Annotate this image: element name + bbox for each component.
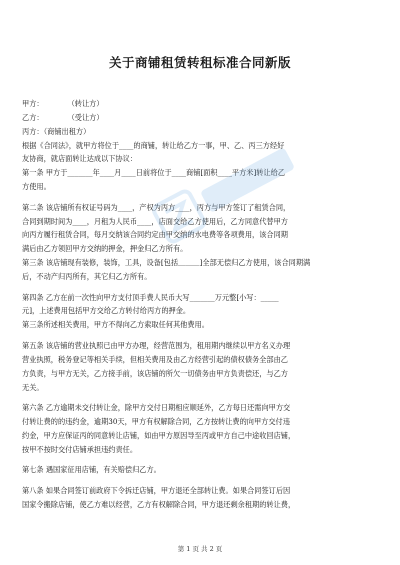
body-line: 第一条 甲方于_______年____月____日前将位于____商铺[面积____平方米]转让给乙 [22, 168, 286, 177]
body-line: 第三条 该店铺现有装修，装饰，工具，设备[包括＿＿＿]全部无偿归乙方使用，该合同期满 [22, 258, 311, 267]
body-line: 营业执照，税务登记等相关手续，但相关费用及由乙方经营引起的债权债务全部由乙 [22, 355, 288, 364]
body-line: 无关。 [22, 383, 44, 392]
body-line: 友协商，就店面转让达成以下协议： [22, 154, 138, 163]
body-line: 元]，上述费用包括甲方交给乙方转付给丙方的押金。 [22, 306, 191, 315]
body-line: 满后由乙方领回甲方交纳的押金，押金归乙方所有。 [22, 244, 188, 253]
body-line: 第六条 乙方逾期未交付转让金，除甲方交付日期相应顺延外，乙方每日还需向甲方交 [22, 403, 291, 412]
body-line: 第七条 遇国家征用店铺，有关赔偿归乙方。 [22, 465, 161, 474]
party-a-role: （转让方） [67, 99, 104, 108]
party-c-line: 丙方：（商铺出租方） [22, 127, 91, 136]
party-b-role: （受让方） [67, 113, 104, 122]
party-a-line [22, 99, 378, 108]
body-line: 方使用。 [22, 182, 51, 191]
body-line: 按甲不按时交付店铺承担违约责任。 [22, 445, 138, 454]
body-line: 后，不动产归丙所有，其它归乙方所有。 [22, 272, 152, 281]
party-b-label: 乙方： [22, 113, 44, 122]
body-line: 第三条所述相关费用，甲方不得向乙方索取任何其他费用。 [22, 320, 209, 329]
body-line: 第八条 如果合同签订前政府下令拆迁店铺，甲方退还全部转让费。如果合同签订后因 [22, 486, 291, 495]
body-line: 合同到期时间为____，月租为人民币____，店面交给乙方使用后，乙方同意代替甲方 [22, 217, 288, 226]
body-line: 方负责，与甲方无关，乙方接手前，该店铺的所欠一切债务由甲方负责偿还，与乙方 [22, 369, 288, 378]
party-b-line [22, 113, 378, 122]
body-line: 国家令搬除店铺，使乙方难以经营，乙方有权解除合同，甲方退还剩余租期的转让费， [22, 500, 296, 509]
body-line: 向丙方履行租赁合同，每月交纳该合同约定由甲交纳的水电费等各项费用，该合同期 [22, 230, 288, 239]
body-line: 第四条 乙方在前一次性向甲方支付顶手费人民币大写_______万元整[小写：_____ [22, 293, 279, 302]
body-line: 根据《合同法》，就甲方将位于____的商铺，转让给乙方一事，甲、乙、丙三方经好 [22, 141, 285, 150]
document-title: 关于商铺租赁转租标准合同新版 [108, 55, 291, 70]
page-footer: 第 1 页 共 2 页 [177, 545, 223, 553]
party-a-label: 甲方： [22, 99, 44, 108]
body-line: 付转让费的的违约金，逾期30天，甲方有权解除合同，乙方按转让费的向甲方交付违 [22, 417, 290, 426]
body-line: 约金，甲方应保证丙的同意转让店铺，如由甲方原因导至丙或甲方自己中途收回店铺， [22, 431, 296, 440]
body-line: 第二条 该店铺所有权证号码为____，产权为丙方____，丙方与甲方签订了租赁合同， [22, 203, 291, 212]
body-line: 第五条 该店铺的营业执照已由甲方办理，经营范围为，租用期内继续以甲方名义办理 [22, 341, 291, 350]
